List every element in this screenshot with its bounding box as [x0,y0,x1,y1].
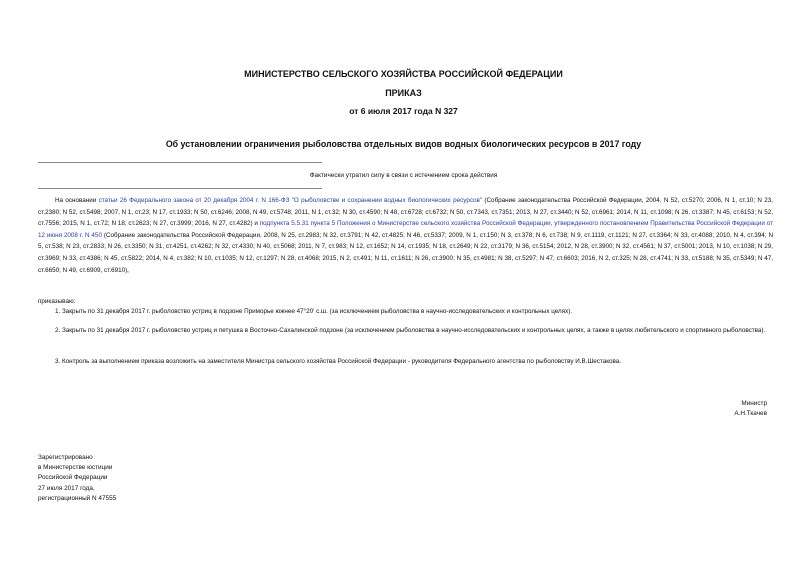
order-item-2: 2. Закрыть по 31 декабря 2017 г. рыболовство устриц и петушка в Восточно-Сахалинской подзоне (за исключением рыболовства в научно-исследовательских и контрольных целях, а также в целях любительского и спортивного рыболовства). [55,327,766,334]
preamble-lead: На основании [55,197,99,204]
signature-block [567,399,767,419]
registration-line: Российской Федерации [38,474,108,482]
order-word: приказываю: [38,298,76,305]
signature-position: Министр [741,400,767,407]
order-item-3: 3. Контроль за выполнением приказа возложить на заместителя Министра сельского хозяйства Российской Федерации - руководителя Федерального агентства по рыболовству И.В.Шестакова. [55,358,622,365]
preamble-tail: (Собрание законодательства Российской Федерации, 2008, N 25, ст.2983; N 32, ст.3791; N 42, ст.4825; N 46, ст.5337; 2009, N 1, ст.150; N 3, ст.378; N 6, ст.738; N 9, ст.1119, ст.1121; N 27, ст.3364; N 33, ст.4088; 2010, N 4, ст.394; N 5, ст.538; N 23, ст.2833; N 26, ст.3350; N 31, ст.4251, ст.4262; N 32, ст.4330; N 40, ст.5068; 2011, N 7, ст.983; N 12, ст.1652; N 14, ст.1935; N 18, ст.2649; N 22, ст.3179; N 36, ст.5154; 2012, N 28, ст.3900; N 32, ст.4561; N 37, ст.5001; 2013, N 10, ст.1038; N 29, ст.3969; N 33, ст.4386; N 45, ст.5822; 2014, N 4, ст.382; N 10, ст.1035; N 12, ст.1297; N 28, ст.4068; 2015, N 2, ст.491; N 11, ст.1611; N 26, ст.3900; N 35, ст.4981; N 38, ст.5297; N 47, ст.6603; 2016, N 2, ст.325; N 28, ст.4741; N 33, ст.5188; N 35, ст.5349; N 47, ст.6650; N 49, ст.6909, ст.6910), [38,231,774,274]
registration-block [38,453,116,504]
divider-bottom [38,188,322,189]
registration-line: в Министерстве юстиции [38,464,113,472]
registration-line: 27 июля 2017 года, [38,484,95,492]
signature-name: А.Н.Ткачев [734,410,767,417]
law-link[interactable]: статьи 26 Федерального закона от 20 декабря 2004 г. N 166-ФЗ "О рыболовстве и сохранении водных биологических ресурсов" [98,197,483,204]
order-item-1: 1. Закрыть по 31 декабря 2017 г. рыболовство устриц в подзоне Приморье южнее 47°20' с.ш. (за исключением рыболовства в научно-исследовательских и контрольных целях). [55,308,573,315]
date-number-heading: от 6 июля 2017 года N 327 [349,106,458,116]
divider-top [38,162,322,163]
document-title: Об установлении ограничения рыболовства отдельных видов водных биологических ресурсов в 2017 году [165,139,642,149]
registration-line: Зарегистрировано [38,454,93,461]
status-note: Фактически утратил силу в связи с истечением срока действия [309,172,498,179]
preamble-paragraph [38,195,773,276]
ministry-heading: МИНИСТЕРСТВО СЕЛЬСКОГО ХОЗЯЙСТВА РОССИЙСКОЙ ФЕДЕРАЦИИ [244,69,563,79]
registration-line: регистрационный N 47555 [38,494,117,502]
regulation-link[interactable]: подпункта 5.5.31 пункта 5 Положения о Министерстве сельского хозяйства Российской Федерации, утвержденного постановлением Правительства Российской Федерации от 12 июня 2008 г. N 450 [38,220,774,239]
preamble-mid: (Собрание законодательства Российской Федерации, 2004, N 52, ст.5270; 2006, N 1, ст.10; N 23, ст.2380; N 52, ст.5498; 2007, N 1, ст.23; N 17, ст.1933; N 50, ст.6246; 2008, N 49, ст.5748; 2011, N 1, ст.32; N 30, ст.4590; N 48, ст.6728; ст.6732; N 50, ст.7343, ст.7351; 2013, N 27, ст.3440; N 52, ст.6961; 2014, N 11, ст.1098; N 26, ст.3387; N 45, ст.6153; N 52, ст.7556; 2015, N 1, ст.72; N 18, ст.2623; N 27, ст.3999; 2016, N 27, ст.4282) и [38,197,773,228]
doc-type-heading: ПРИКАЗ [385,88,422,98]
